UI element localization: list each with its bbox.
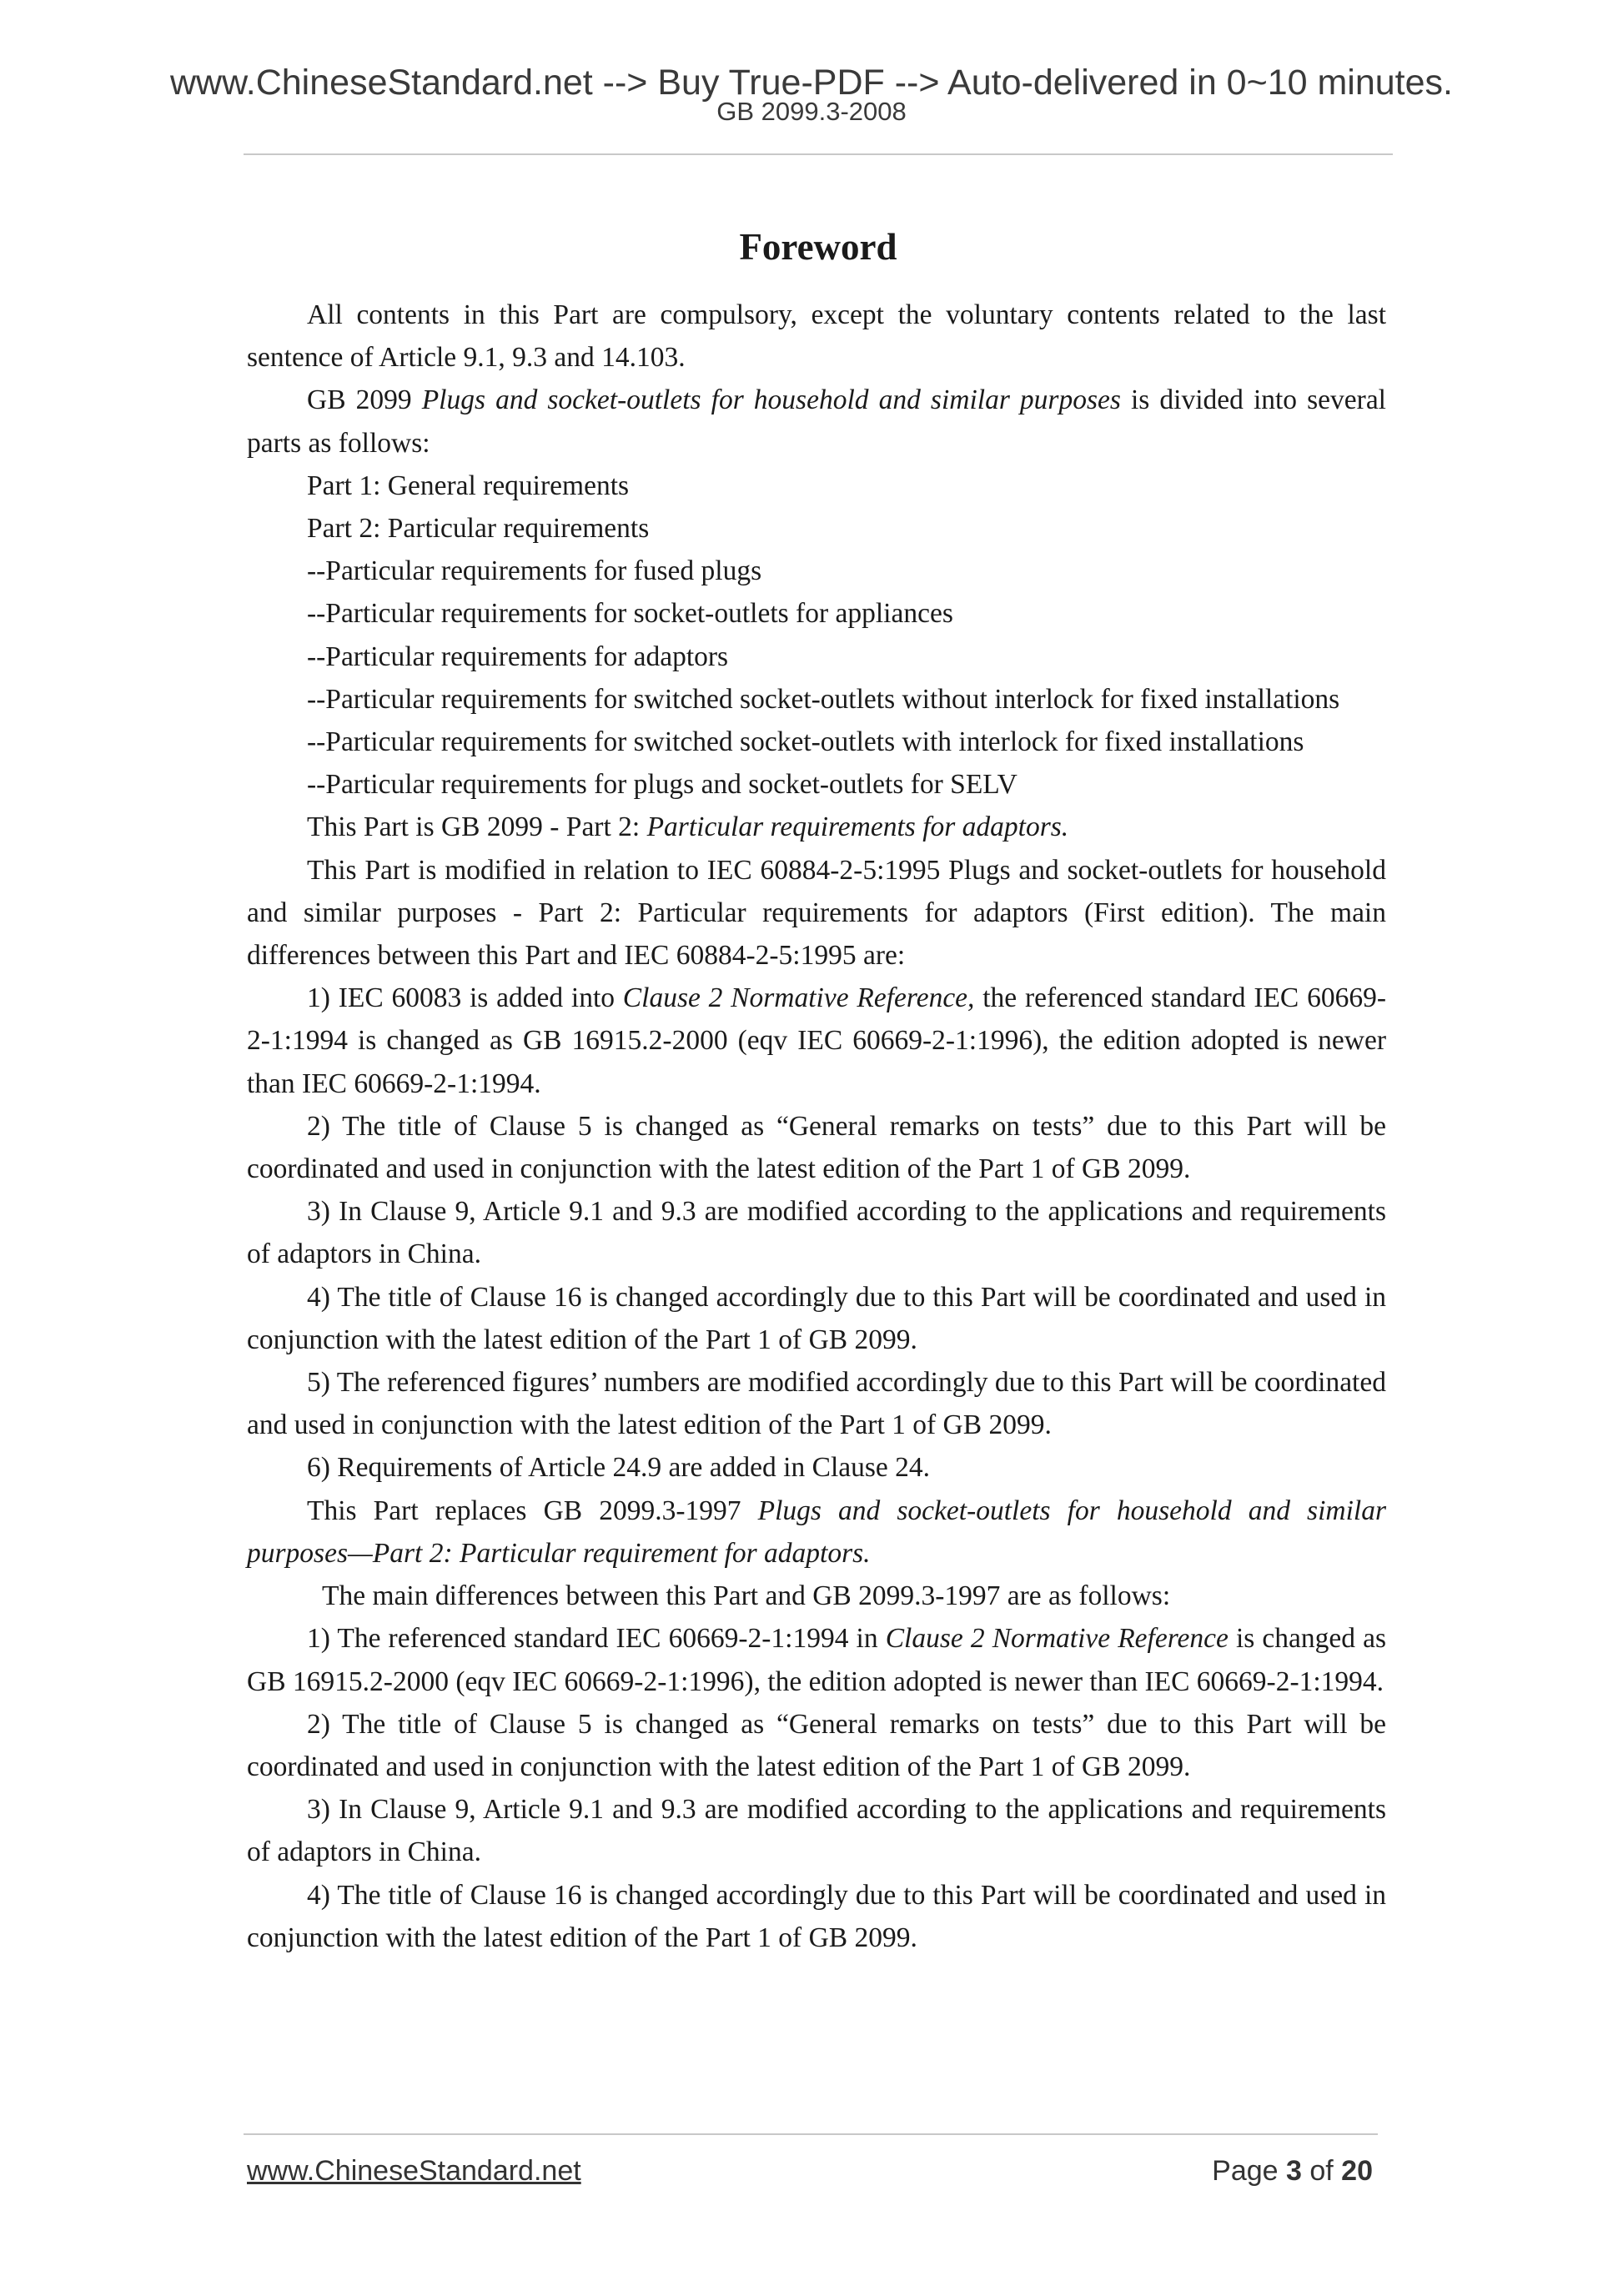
paragraph: [247, 1490, 1386, 1575]
paragraph: 5) The referenced figures’ numbers are modified accordingly due to this Part will be coordinated and used in conjunction with the latest edition of the Part 1 of GB 2099.: [247, 1367, 1386, 1441]
paragraph-text: This Part replaces GB 2099.3-1997: [307, 1495, 758, 1526]
banner-text: www.ChineseStandard.net --> Buy True-PDF --> Auto-delivered in 0~10 minutes.: [169, 63, 1453, 103]
paragraph-text: 1) The referenced standard IEC 60669-2-1:1994 in: [307, 1623, 886, 1655]
paragraph: 4) The title of Clause 16 is changed accordingly due to this Part will be coordinated and used in conjunction with the latest edition of the Part 1 of GB 2099.: [247, 1281, 1386, 1355]
paragraph: All contents in this Part are compulsory, except the voluntary contents related to the last sentence of Article 9.1, 9.3 and 14.103.: [247, 299, 1386, 374]
paragraph-text: GB 2099: [307, 384, 422, 416]
paragraph: This Part is modified in relation to IEC 60884-2-5:1995 Plugs and socket-outlets for household and similar purposes - Part 2: Particular requirements for adaptors (First edition). The main differences between this Part and IEC 60884-2-5:1995 are:: [247, 854, 1386, 972]
paragraph: 4) The title of Clause 16 is changed accordingly due to this Part will be coordinated and used in conjunction with the latest edition of the Part 1 of GB 2099.: [247, 1879, 1386, 1953]
paragraph: 6) Requirements of Article 24.9 are added in Clause 24.: [307, 1452, 931, 1484]
paragraph: [247, 379, 1386, 464]
current-page: 3: [1286, 2155, 1302, 2187]
paragraph: The main differences between this Part and GB 2099.3-1997 are as follows:: [322, 1580, 1171, 1612]
paragraph-text: is changed as GB 16915.2-2000 (eqv IEC 60669-2-1:1996), the edition adopted is newer than IEC 60669-2-1:1994.: [247, 1623, 1386, 1697]
list-item: --Particular requirements for socket-outlets for appliances: [307, 598, 953, 630]
paragraph: [247, 806, 1386, 848]
paragraph-text: the referenced standard IEC 60669-2-1:1994 is changed as GB 16915.2-2000 (eqv IEC 60669-2-1:1996), the edition adopted is newer than IEC 60669-2-1:1994.: [247, 982, 1386, 1099]
paragraph-text: This Part is GB 2099 - Part 2:: [307, 811, 647, 843]
list-item: --Particular requirements for plugs and socket-outlets for SELV: [307, 769, 1018, 801]
paragraph-text: is divided into several parts as follows:: [247, 384, 1386, 459]
paragraph: 2) The title of Clause 5 is changed as “General remarks on tests” due to this Part will be coordinated and used in conjunction with the latest edition of the Part 1 of GB 2099.: [247, 1110, 1386, 1185]
foreword-body: [247, 294, 1386, 1959]
list-item: --Particular requirements for adaptors: [307, 641, 729, 672]
list-item: Part 1: General requirements: [307, 470, 630, 501]
footer-site-link[interactable]: www.ChineseStandard.net: [247, 2155, 581, 2187]
list-item: --Particular requirements for switched socket-outlets without interlock for fixed installations: [307, 683, 1340, 715]
paragraph-title-italic: Clause 2 Normative Reference,: [622, 982, 975, 1014]
paragraph: [247, 1617, 1386, 1702]
paragraph-title-italic: Plugs and socket-outlets for household and similar purposes—Part 2: Particular requirement for adaptors.: [247, 1495, 1386, 1569]
page-title: Foreword: [739, 226, 897, 268]
paragraph-title-italic: Plugs and socket-outlets for household and similar purposes: [421, 384, 1121, 416]
paragraph: [247, 977, 1386, 1105]
paragraph-text: 1) IEC 60083 is added into: [307, 982, 623, 1014]
page-number: [1212, 2150, 1373, 2192]
standard-number: GB 2099.3-2008: [716, 97, 907, 126]
list-item: --Particular requirements for fused plugs: [307, 555, 762, 587]
page-label: Page: [1212, 2155, 1286, 2187]
paragraph: 3) In Clause 9, Article 9.1 and 9.3 are modified according to the applications and requirements of adaptors in China.: [247, 1794, 1386, 1868]
footer-divider: [244, 2133, 1378, 2135]
paragraph: 3) In Clause 9, Article 9.1 and 9.3 are modified according to the applications and requirements of adaptors in China.: [247, 1196, 1386, 1270]
total-pages: 20: [1341, 2155, 1373, 2187]
paragraph: 2) The title of Clause 5 is changed as “General remarks on tests” due to this Part will be coordinated and used in conjunction with the latest edition of the Part 1 of GB 2099.: [247, 1708, 1386, 1782]
paragraph-title-italic: Particular requirements for adaptors.: [646, 811, 1069, 843]
list-item: --Particular requirements for switched socket-outlets with interlock for fixed installations: [307, 726, 1304, 758]
page-of-label: of: [1301, 2155, 1342, 2187]
paragraph-title-italic: Clause 2 Normative Reference: [885, 1623, 1229, 1655]
list-item: Part 2: Particular requirements: [307, 513, 650, 545]
header-divider: [244, 153, 1393, 155]
